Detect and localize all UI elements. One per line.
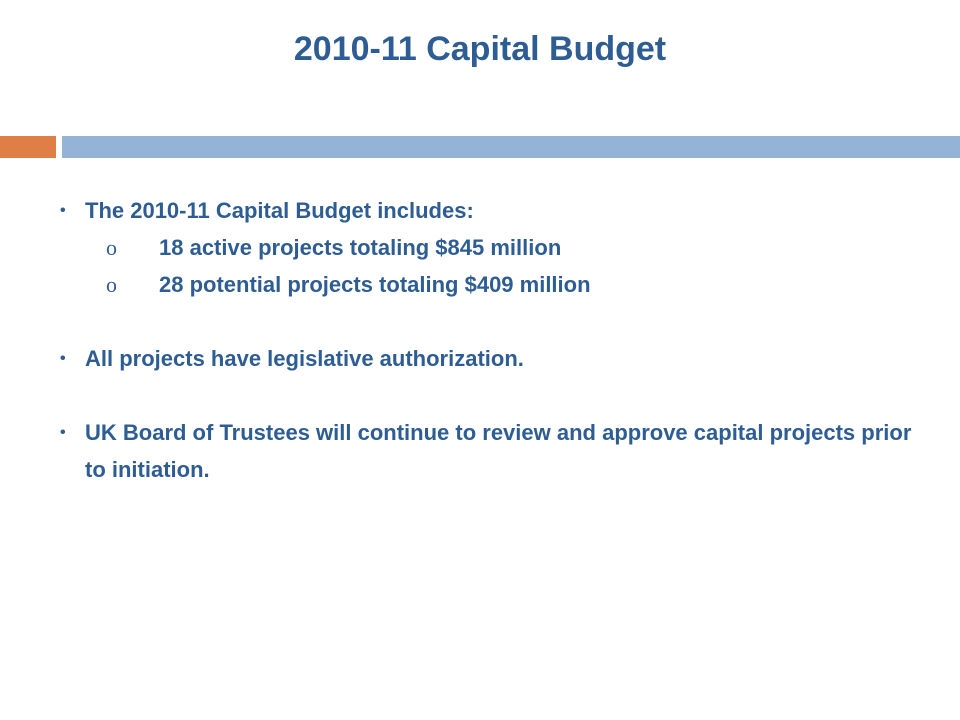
accent-bar-orange	[0, 136, 56, 158]
bullet-marker: •	[60, 350, 66, 367]
bullet-item	[58, 192, 918, 229]
slide-title: 2010-11 Capital Budget	[293, 30, 667, 68]
sub-bullet-item	[58, 266, 918, 303]
sub-bullet-text: 18 active projects totaling $845 million	[159, 235, 562, 260]
bullet-item	[58, 340, 918, 377]
spacer	[58, 377, 918, 414]
accent-bar-blue	[62, 136, 960, 158]
spacer	[58, 303, 918, 340]
bullet-item	[58, 414, 918, 488]
bullet-marker: •	[60, 424, 66, 441]
sub-bullet-item	[58, 229, 918, 266]
bullet-list	[58, 192, 918, 488]
bullet-text: All projects have legislative authorization.	[85, 346, 524, 371]
bullet-marker: •	[60, 202, 66, 219]
sub-bullet-text: 28 potential projects totaling $409 million	[159, 272, 591, 297]
bullet-text: UK Board of Trustees will continue to review and approve capital projects prior to initiation.	[85, 420, 912, 482]
bullet-text: The 2010-11 Capital Budget includes:	[85, 198, 474, 223]
sub-bullet-marker: o	[106, 235, 117, 260]
sub-bullet-marker: o	[106, 272, 117, 297]
